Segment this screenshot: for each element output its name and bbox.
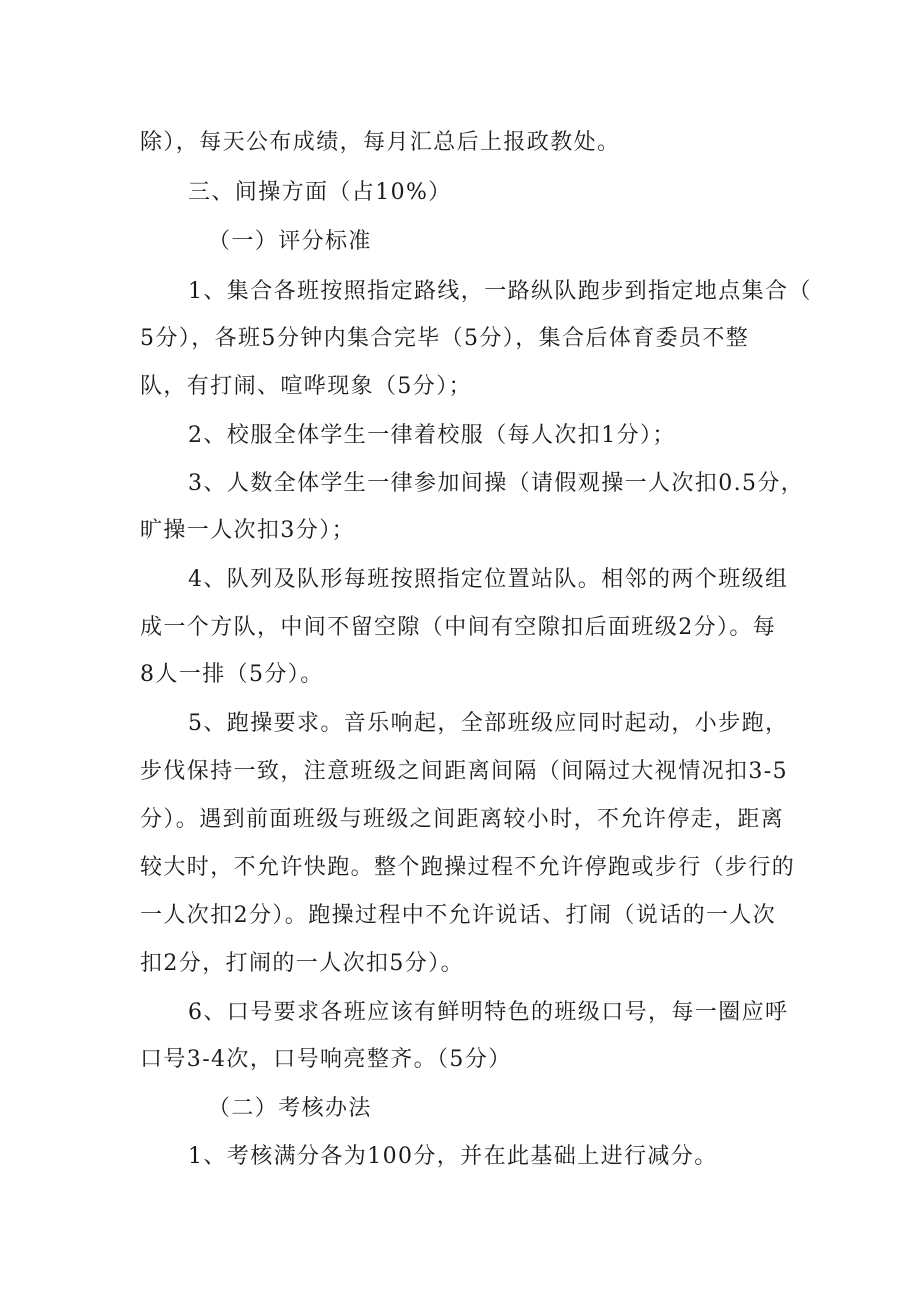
assessment-item-1: 1、考核满分各为100分，并在此基础上进行减分。 [188, 1144, 718, 1169]
item-5-line-1: 5、跑操要求。音乐响起，全部班级应同时起动，小步跑， [188, 711, 789, 736]
section-heading-exercise: 三、间操方面（占10%） [188, 180, 452, 205]
item-6-line-2: 口号3-4次，口号响亮整齐。（5分） [140, 1047, 512, 1072]
subsection-heading-assessment: （二）考核办法 [208, 1096, 372, 1121]
item-2-line-1: 2、校服全体学生一律着校服（每人次扣1分）； [188, 423, 676, 448]
item-6-line-1: 6、口号要求各班应该有鲜明特色的班级口号，每一圈应呼 [188, 1000, 789, 1025]
item-4-line-2: 成一个方队，中间不留空隙（中间有空隙扣后面班级2分）。每 [140, 615, 777, 640]
item-5-line-6: 扣2分，打闹的一人次扣5分）。 [140, 951, 464, 976]
item-4-line-3: 8人一排（5分）。 [140, 662, 324, 687]
item-5-line-3: 分）。遇到前面班级与班级之间距离较小时，不允许停走，距离 [140, 807, 785, 832]
item-1-line-1: 1、集合各班按照指定路线，一路纵队跑步到指定地点集合（ [188, 279, 812, 304]
item-3-line-2: 旷操一人次扣3分）； [140, 518, 355, 543]
item-5-line-5: 一人次扣2分）。跑操过程中不允许说话、打闹（说话的一人次 [140, 903, 777, 928]
item-5-line-2: 步伐保持一致，注意班级之间距离间隔（间隔过大视情况扣3-5 [140, 759, 789, 784]
subsection-heading-criteria: （一）评分标准 [208, 229, 372, 254]
item-4-line-1: 4、队列及队形每班按照指定位置站队。相邻的两个班级组 [188, 567, 789, 592]
text-line-continuation: 除），每天公布成绩，每月汇总后上报政教处。 [140, 130, 621, 155]
item-3-line-1: 3、人数全体学生一律参加间操（请假观操一人次扣0.5分， [188, 471, 805, 496]
item-5-line-4: 较大时，不允许快跑。整个跑操过程不允许停跑或步行（步行的 [140, 855, 796, 880]
item-1-line-2: 5分），各班5分钟内集合完毕（5分），集合后体育委员不整 [140, 326, 750, 351]
item-1-line-3: 队，有打闹、喧哗现象（5分）； [140, 374, 472, 399]
